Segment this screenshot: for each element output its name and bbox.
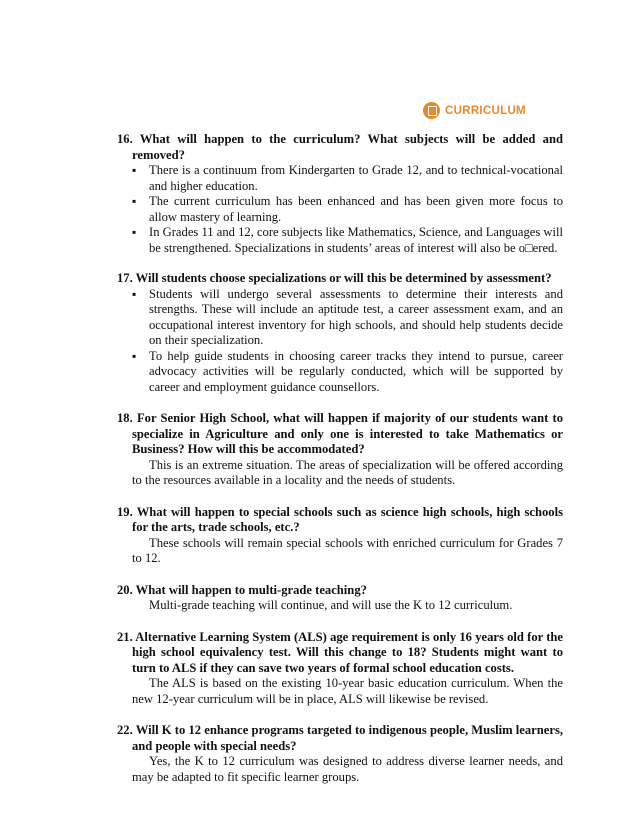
bullet-item: ▪ The current curriculum has been enhanced and has been given more focus to allow mastery of learning. (117, 194, 563, 225)
answer-text: These schools will remain special schools with enriched curriculum for Grades 7 to 12. (132, 535, 563, 565)
question-title: 18. For Senior High School, what will happen if majority of our students want to specialize in Agriculture and only one is interested to take Mathematics or Business? How will this be accommodated? (117, 411, 563, 456)
question-title: 16. What will happen to the curriculum? What subjects will be added and removed? (117, 132, 563, 162)
question-title: 22. Will K to 12 enhance programs targeted to indigenous people, Muslim learners, and people with special needs? (117, 723, 563, 753)
answer-text: This is an extreme situation. The areas of specialization will be offered according to the resources available in a locality and the needs of students. (132, 457, 563, 487)
bullet-item: ▪ To help guide students in choosing career tracks they intend to pursue, career advocacy activities will be regularly conducted, which will be supported by career and employment guidance counsellors. (117, 349, 563, 396)
faq-item-17 (117, 271, 563, 395)
faq-item-20 (117, 583, 563, 614)
question-title: 19. What will happen to special schools such as science high schools, high schools for the arts, trade schools, etc.? (117, 504, 563, 534)
faq-item-19 (117, 505, 563, 567)
question-title: 21. Alternative Learning System (ALS) age requirement is only 16 years old for the high school equivalency test. Will this change to 18? Students might want to turn to ALS if they can save two years of formal school education costs. (117, 629, 563, 675)
bullet-item: ▪ In Grades 11 and 12, core subjects like Mathematics, Science, and Languages will be strengthened. Specializations in students’ areas of interest will also be o□ered. (117, 225, 563, 256)
answer-text: Yes, the K to 12 curriculum was designed to address diverse learner needs, and may be adapted to fit specific learner groups. (132, 754, 563, 784)
faq-item-22 (117, 723, 563, 785)
faq-item-16 (117, 132, 563, 256)
bullet-item: ▪ Students will undergo several assessments to determine their interests and strengths. These will include an aptitude test, a career assessment exam, and an occupational interest inventory for high schools, and should help students decide on their specialization. (117, 287, 563, 349)
faq-item-21 (117, 630, 563, 708)
faq-content (117, 132, 563, 801)
faq-item-18 (117, 411, 563, 489)
answer-bullets (117, 287, 563, 396)
logo-text: CURRICULUM (445, 104, 526, 117)
question-title: 20. What will happen to multi-grade teaching? (117, 582, 367, 597)
curriculum-logo (423, 102, 526, 119)
question-title: 17. Will students choose specializations or will this be determined by assessment? (117, 271, 552, 285)
bullet-item: ▪ There is a continuum from Kindergarten to Grade 12, and to technical-vocational and higher education. (117, 163, 563, 194)
answer-text: Multi-grade teaching will continue, and will use the K to 12 curriculum. (149, 598, 513, 612)
answer-text: The ALS is based on the existing 10-year basic education curriculum. When the new 12-year curriculum will be in place, ALS will likewise be revised. (132, 676, 563, 706)
curriculum-logo-icon (423, 102, 440, 119)
answer-bullets (117, 163, 563, 256)
